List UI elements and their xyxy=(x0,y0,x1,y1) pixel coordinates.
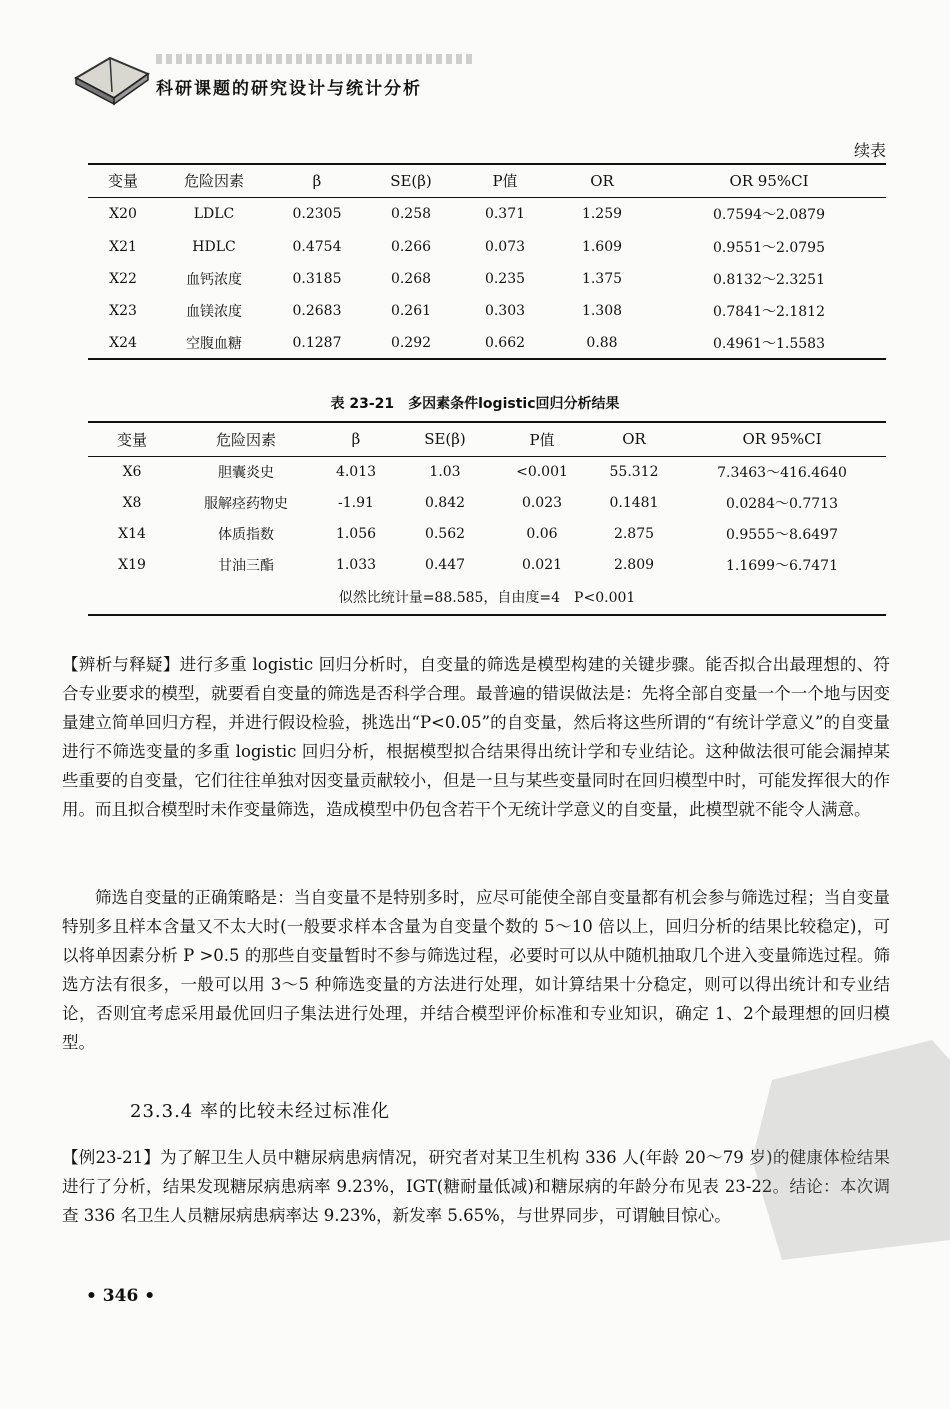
cell: 0.562 xyxy=(424,525,466,542)
cell: 1.609 xyxy=(581,239,623,255)
cell: 1.308 xyxy=(581,303,623,319)
watermark-stamp-icon xyxy=(742,1040,950,1260)
continued-label: 续表 xyxy=(853,141,886,160)
table-row xyxy=(88,549,886,580)
cell: 0.2683 xyxy=(292,303,342,319)
table-header-row xyxy=(88,422,886,456)
cell: 1.033 xyxy=(335,556,377,573)
cell: 2.875 xyxy=(613,525,655,542)
cell: X14 xyxy=(118,525,146,542)
table-row xyxy=(88,295,886,327)
table-row xyxy=(88,487,886,518)
cell: 0.3185 xyxy=(292,271,342,287)
cell: 0.235 xyxy=(484,271,526,287)
col-risk-factor: 危险因素 xyxy=(215,430,276,449)
cell: X6 xyxy=(122,463,142,480)
table-row xyxy=(88,518,886,549)
cell: 0.023 xyxy=(521,494,563,511)
cell: X22 xyxy=(109,271,137,287)
col-or-ci: OR 95%CI xyxy=(742,430,822,449)
col-or: OR xyxy=(622,430,646,449)
header-title: 科研课题的研究设计与统计分析 xyxy=(156,79,422,99)
cell: 0.4961～1.5583 xyxy=(713,335,825,352)
cell: X8 xyxy=(122,494,142,511)
cell: 0.261 xyxy=(390,303,432,319)
cell: 0.1287 xyxy=(292,334,342,351)
cell: 体质指数 xyxy=(218,526,274,543)
cell: 0.8132～2.3251 xyxy=(713,272,825,288)
col-beta: β xyxy=(351,430,361,449)
cell: 0.842 xyxy=(424,494,466,511)
col-p: P值 xyxy=(529,430,555,449)
paragraph-example: 【例23-21】为了解卫生人员中糖尿病患病情况，研究者对某卫生机构 336 人(年龄 20～79 岁)的健康体检结果进行了分析，结果发现糖尿病患病率 9.23%，IGT(糖耐量低减)和糖尿病的年龄分布见表 23-22。结论：本次调查 336 名卫生人员糖尿病患病率达 9.23%，新发率 5.65%，与世界同步，可谓触目惊心。 xyxy=(62,1148,890,1225)
page-number: • 346 • xyxy=(86,1286,156,1306)
table-continued xyxy=(88,163,886,360)
cell: 0.2305 xyxy=(292,206,342,223)
cell: LDLC xyxy=(193,206,235,223)
cell: 0.073 xyxy=(484,239,526,255)
cell: 4.013 xyxy=(335,463,377,480)
cell: 0.292 xyxy=(390,334,432,351)
cell: 2.809 xyxy=(613,556,655,573)
cell: 0.662 xyxy=(484,334,526,351)
cell: 甘油三酯 xyxy=(218,557,274,574)
col-or: OR xyxy=(590,171,614,190)
cell: 血钙浓度 xyxy=(186,272,242,288)
cell: 0.06 xyxy=(526,525,558,542)
col-variable: 变量 xyxy=(107,172,138,191)
cell: X24 xyxy=(109,334,137,351)
table-row xyxy=(88,231,886,263)
cell: 1.056 xyxy=(335,525,377,542)
col-p: P值 xyxy=(492,172,518,191)
table-caption: 表 23-21 多因素条件logistic回归分析结果 xyxy=(330,396,620,412)
table-footer: 似然比统计量=88.585，自由度=4 P<0.001 xyxy=(338,590,636,606)
cell: 1.259 xyxy=(581,206,623,223)
cell: 0.303 xyxy=(484,303,526,319)
cell: 1.03 xyxy=(429,463,461,480)
cell: 0.268 xyxy=(390,271,432,287)
col-se: SE(β) xyxy=(424,430,466,449)
header-decoration xyxy=(156,54,476,64)
running-header xyxy=(72,48,472,108)
cell: 0.1481 xyxy=(609,494,659,511)
paragraph-analysis: 【辨析与释疑】进行多重 logistic 回归分析时，自变量的筛选是模型构建的关键步骤。能否拟合出最理想的、符合专业要求的模型，就要看自变量的筛选是否科学合理。最普遍的错误做法是：先将全部自变量一个一个地与因变量建立简单回归方程，并进行假设检验，挑选出“P<0.05”的自变量，然后将这些所谓的“有统计学意义”的自变量进行不筛选变量的多重 logistic 回归分析，根据模型拟合结果得出统计学和专业结论。这种做法很可能会漏掉某些重要的自变量，它们往往单独对因变量贡献较小，但是一旦与某些变量同时在回归模型中时，可能发挥很大的作用。而且拟合模型时未作变量筛选，造成模型中仍包含若干个无统计学意义的自变量，此模型就不能令人满意。 xyxy=(62,655,890,819)
cell: 0.021 xyxy=(521,556,563,573)
cell: 服解痉药物史 xyxy=(204,495,288,512)
col-beta: β xyxy=(312,171,322,190)
cell: 0.9555～8.6497 xyxy=(726,526,838,543)
cell: 0.4754 xyxy=(292,239,342,255)
cell: 1.375 xyxy=(581,271,623,287)
cell: 0.266 xyxy=(390,239,432,255)
table-header-row xyxy=(88,164,886,197)
book-icon xyxy=(72,48,152,106)
cell: 1.1699～6.7471 xyxy=(726,557,838,574)
cell: X21 xyxy=(109,239,137,255)
cell: 0.88 xyxy=(586,334,618,351)
col-variable: 变量 xyxy=(116,430,147,449)
cell: -1.91 xyxy=(338,494,374,511)
table-footer-row xyxy=(88,580,886,615)
cell: 7.3463～416.4640 xyxy=(717,464,847,481)
table-multivariate xyxy=(88,421,886,616)
cell: 0.7594～2.0879 xyxy=(713,207,825,224)
col-risk-factor: 危险因素 xyxy=(183,172,244,191)
cell: 血镁浓度 xyxy=(186,304,242,320)
section-heading: 23.3.4 率的比较未经过标准化 xyxy=(130,1101,390,1122)
col-se: SE(β) xyxy=(390,171,432,190)
table-row xyxy=(88,197,886,231)
cell: <0.001 xyxy=(516,463,568,480)
cell: X19 xyxy=(118,556,146,573)
cell: 0.371 xyxy=(484,206,526,223)
cell: 0.9551～2.0795 xyxy=(713,240,825,256)
paragraph-strategy: 筛选自变量的正确策略是：当自变量不是特别多时，应尽可能使全部自变量都有机会参与筛选过程；当自变量特别多且样本含量又不太大时(一般要求样本含量为自变量个数的 5～10 倍以上，回归分析的结果比较稳定)，可以将单因素分析 P >0.5 的那些自变量暂时不参与筛选过程，必要时可以从中随机抽取几个进入变量筛选过程。筛选方法有很多，一般可以用 3～5 种筛选变量的方法进行处理，如计算结果十分稳定，则可以得出统计和专业结论，否则宜考虑采用最优回归子集法进行处理，并结合模型评价标准和专业知识，确定 1、2个最理想的回归模型。 xyxy=(62,888,890,1052)
cell: X23 xyxy=(109,303,137,319)
cell: 0.7841～2.1812 xyxy=(713,304,825,320)
col-or-ci: OR 95%CI xyxy=(729,171,809,190)
table-row xyxy=(88,456,886,487)
table-row xyxy=(88,263,886,295)
cell: 胆囊炎史 xyxy=(218,464,274,481)
cell: 0.258 xyxy=(390,206,432,223)
cell: 0.447 xyxy=(424,556,466,573)
cell: 0.0284～0.7713 xyxy=(726,495,838,512)
cell: HDLC xyxy=(192,239,236,255)
cell: 空腹血糖 xyxy=(186,335,242,352)
cell: X20 xyxy=(109,206,137,223)
cell: 55.312 xyxy=(609,463,659,480)
table-row xyxy=(88,327,886,359)
